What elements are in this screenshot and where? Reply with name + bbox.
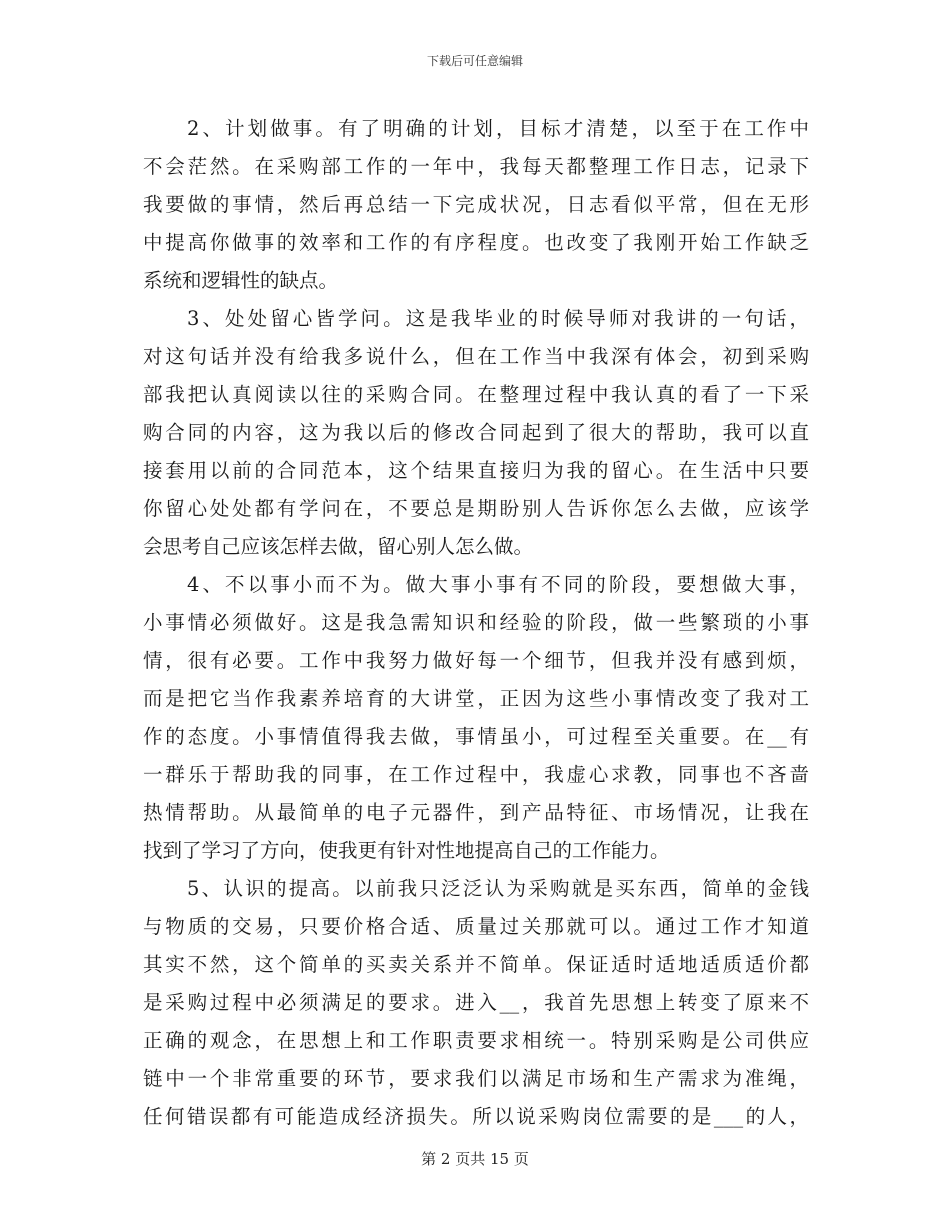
text-line: 中提高你做事的效率和工作的有序程度。也改变了我刚开始工作缺乏 xyxy=(143,231,809,254)
page-header: 下载后可任意编辑 xyxy=(426,54,523,68)
document-body xyxy=(143,110,809,1136)
text-line: 对这句话并没有给我多说什么，但在工作当中我深有体会，初到采购 xyxy=(143,345,809,368)
paragraph-5 xyxy=(143,870,809,1136)
text-line: 4、不以事小而不为。做大事小事有不同的阶段，要想做大事， xyxy=(187,573,809,596)
text-line: 部我把认真阅读以往的采购合同。在整理过程中我认真的看了一下采 xyxy=(143,383,809,406)
paragraph-4 xyxy=(143,566,809,870)
text-line: 与物质的交易，只要价格合适、质量过关那就可以。通过工作才知道 xyxy=(143,915,809,938)
text-line: 找到了学习了方向，使我更有针对性地提高自己的工作能力。 xyxy=(143,839,670,862)
paragraph-2 xyxy=(143,110,809,300)
text-line: 2、计划做事。有了明确的计划，目标才清楚，以至于在工作中 xyxy=(187,117,809,140)
page-footer: 第 2 页共 15 页 xyxy=(421,1150,529,1168)
text-line: 不会茫然。在采购部工作的一年中，我每天都整理工作日志，记录下 xyxy=(143,155,809,178)
text-line: 你留心处处都有学问在，不要总是期盼别人告诉你怎么去做，应该学 xyxy=(143,497,809,520)
text-line: 接套用以前的合同范本，这个结果直接归为我的留心。在生活中只要 xyxy=(143,459,809,482)
text-line: 一群乐于帮助我的同事，在工作过程中，我虚心求教，同事也不吝啬 xyxy=(143,763,809,786)
text-line: 热情帮助。从最简单的电子元器件，到产品特征、市场情况，让我在 xyxy=(143,801,809,824)
text-line: 正确的观念，在思想上和工作职责要求相统一。特别采购是公司供应 xyxy=(143,1029,809,1052)
text-line: 任何错误都有可能造成经济损失。所以说采购岗位需要的是___的人， xyxy=(143,1105,809,1128)
text-line: 会思考自己应该怎样去做，留心别人怎么做。 xyxy=(143,535,534,558)
text-line: 我要做的事情，然后再总结一下完成状况，日志看似平常，但在无形 xyxy=(143,193,809,216)
text-line: 5、认识的提高。以前我只泛泛认为采购就是买东西，简单的金钱 xyxy=(187,877,809,900)
text-line: 链中一个非常重要的环节，要求我们以满足市场和生产需求为准绳， xyxy=(143,1067,809,1090)
text-line: 情，很有必要。工作中我努力做好每一个细节，但我并没有感到烦， xyxy=(143,649,809,672)
text-line: 而是把它当作我素养培育的大讲堂，正因为这些小事情改变了我对工 xyxy=(143,687,809,710)
text-line: 购合同的内容，这为我以后的修改合同起到了很大的帮助，我可以直 xyxy=(143,421,809,444)
text-line: 3、处处留心皆学问。这是我毕业的时候导师对我讲的一句话， xyxy=(187,307,809,330)
text-line: 系统和逻辑性的缺点。 xyxy=(143,269,339,292)
text-line: 其实不然，这个简单的买卖关系并不简单。保证适时适地适质适价都 xyxy=(143,953,809,976)
text-line: 小事情必须做好。这是我急需知识和经验的阶段，做一些繁琐的小事 xyxy=(143,611,809,634)
paragraph-3 xyxy=(143,300,809,566)
text-line: 作的态度。小事情值得我去做，事情虽小，可过程至关重要。在__有 xyxy=(143,725,809,748)
text-line: 是采购过程中必须满足的要求。进入__，我首先思想上转变了原来不 xyxy=(143,991,809,1014)
